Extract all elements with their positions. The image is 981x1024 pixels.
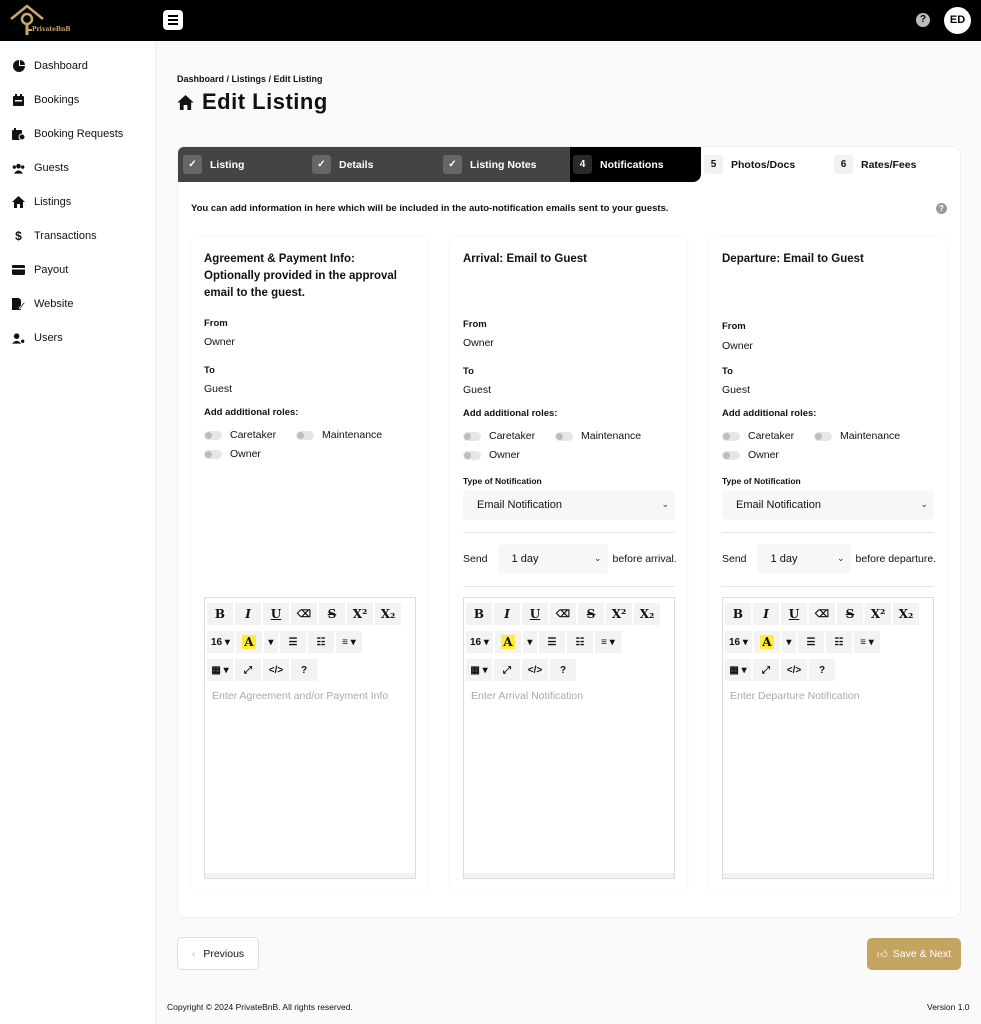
help-icon[interactable]: ? — [291, 659, 317, 681]
send-offset-select[interactable] — [757, 544, 851, 574]
editor-toolbar-row — [725, 603, 921, 625]
brand-name: PrivateBnB — [32, 26, 71, 33]
brand-logo[interactable] — [8, 3, 70, 37]
button-label: Save & Next — [892, 948, 952, 960]
chevron-down-icon: ⌄ — [593, 553, 602, 563]
send-label: Send — [722, 553, 747, 565]
panel-title: Agreement & Payment Info: Optionally provided in the approval email to the guest. — [204, 253, 397, 299]
toggle-switch[interactable] — [204, 450, 222, 459]
toggle-switch[interactable] — [722, 432, 740, 441]
footer-version: Version 1.0 — [927, 1002, 970, 1012]
bullet-list-icon[interactable]: ☰ — [798, 631, 824, 653]
thumbs-up-icon: 👍︎ — [876, 948, 888, 961]
save-next-button[interactable] — [867, 938, 961, 970]
help-icon[interactable]: ? — [916, 13, 930, 27]
toggle-switch[interactable] — [814, 432, 832, 441]
sidebar-item-label: Users — [34, 332, 63, 344]
home-icon — [12, 196, 25, 209]
divider — [722, 586, 934, 587]
align-dropdown[interactable]: ≡ ▾ — [595, 631, 621, 653]
select-value: 1 day — [770, 553, 798, 565]
send-suffix: before departure. — [855, 553, 937, 565]
code-view-icon[interactable]: </> — [263, 659, 289, 681]
main-content — [157, 41, 981, 1024]
editor-toolbar-row — [466, 659, 578, 681]
help-icon[interactable]: ? — [809, 659, 835, 681]
editor-toolbar-row — [207, 659, 319, 681]
sidebar-item-label: Transactions — [34, 230, 97, 242]
from-label: From — [463, 319, 487, 330]
sidebar-item-label: Payout — [34, 264, 69, 276]
highlight-letter: A — [762, 635, 772, 649]
italic-button[interactable]: I — [235, 603, 261, 625]
checkmark-icon: ✓ — [183, 155, 202, 174]
roles-label: Add additional roles: — [463, 408, 558, 419]
italic-button[interactable]: I — [753, 603, 779, 625]
to-label: To — [722, 366, 733, 377]
highlight-icon[interactable] — [495, 631, 521, 653]
sidebar-item-website[interactable] — [12, 294, 74, 314]
pie-chart-icon — [12, 60, 25, 73]
roles-label: Add additional roles: — [722, 408, 817, 419]
editor-toolbar-row — [725, 659, 837, 681]
toggle-label: Maintenance — [840, 430, 901, 442]
highlight-icon[interactable] — [236, 631, 262, 653]
toggle-label: Caretaker — [230, 429, 277, 441]
to-value: Guest — [463, 384, 492, 396]
editor-placeholder: Enter Departure Notification — [730, 690, 860, 702]
sidebar-item-label: Booking Requests — [34, 128, 124, 140]
roles-label: Add additional roles: — [204, 407, 299, 418]
rich-text-editor[interactable] — [722, 597, 934, 879]
chevron-down-icon: ⌄ — [836, 553, 845, 563]
eraser-icon[interactable]: ⌫ — [291, 603, 317, 625]
table-icon[interactable]: ▦ ▾ — [466, 659, 492, 681]
step-photos-docs[interactable] — [704, 147, 834, 182]
strikethrough-button[interactable]: S — [319, 603, 345, 625]
numbered-list-icon[interactable]: ☷ — [567, 631, 593, 653]
strikethrough-button[interactable]: S — [837, 603, 863, 625]
owner-toggle[interactable] — [463, 449, 520, 461]
divider — [722, 532, 934, 533]
top-bar — [0, 0, 981, 41]
highlight-dropdown[interactable]: ▾ — [782, 631, 796, 653]
table-icon[interactable]: ▦ ▾ — [725, 659, 751, 681]
sidebar-item-dashboard[interactable] — [12, 56, 88, 76]
agreement-payment-panel — [191, 237, 428, 892]
sidebar-item-payout[interactable] — [12, 260, 68, 280]
toggle-switch[interactable] — [296, 431, 314, 440]
select-value: Email Notification — [736, 499, 821, 511]
editor-toolbar-row — [207, 631, 364, 653]
intro-text: You can add information in here which will be included in the auto-notification emails sent to your guests. — [191, 203, 669, 214]
italic-button[interactable]: I — [494, 603, 520, 625]
notification-type-label: Type of Notification — [722, 476, 801, 486]
button-label: Previous — [203, 947, 245, 960]
maintenance-toggle[interactable] — [814, 430, 900, 442]
sidebar-item-booking-requests[interactable] — [12, 124, 123, 144]
code-view-icon[interactable]: </> — [781, 659, 807, 681]
footer-copyright: Copyright © 2024 PrivateBnB. All rights reserved. — [167, 1002, 353, 1012]
toggle-switch[interactable] — [463, 451, 481, 460]
edit-listing-card — [177, 146, 961, 918]
from-label: From — [204, 318, 228, 329]
step-number: 4 — [573, 155, 592, 174]
bullet-list-icon[interactable]: ☰ — [280, 631, 306, 653]
step-number: 5 — [704, 155, 723, 174]
step-rates-fees[interactable] — [834, 147, 962, 182]
rich-text-editor[interactable] — [463, 597, 675, 879]
notification-type-select[interactable] — [463, 490, 675, 520]
toggle-switch[interactable] — [722, 451, 740, 460]
from-value: Owner — [204, 336, 235, 348]
bullet-list-icon[interactable]: ☰ — [539, 631, 565, 653]
toggle-switch[interactable] — [204, 431, 222, 440]
step-label: Listing Notes — [470, 158, 537, 171]
to-label: To — [204, 365, 215, 376]
step-label: Notifications — [600, 158, 664, 171]
menu-toggle-button[interactable] — [163, 10, 183, 30]
superscript-button[interactable]: X² — [606, 603, 632, 625]
toggle-switch[interactable] — [463, 432, 481, 441]
from-label: From — [722, 321, 746, 332]
toggle-label: Owner — [748, 449, 779, 461]
breadcrumb: Dashboard / Listings / Edit Listing — [177, 74, 323, 84]
dollar-icon: $ — [15, 229, 22, 243]
bold-button[interactable]: B — [725, 603, 751, 625]
toggle-label: Caretaker — [489, 430, 536, 442]
step-label: Photos/Docs — [731, 158, 796, 171]
editor-toolbar-row — [466, 603, 662, 625]
fullscreen-icon[interactable]: ⤢ — [494, 659, 520, 681]
strikethrough-button[interactable]: S — [578, 603, 604, 625]
step-number: 6 — [834, 155, 853, 174]
to-value: Guest — [722, 384, 751, 396]
toggle-label: Owner — [489, 449, 520, 461]
step-label: Rates/Fees — [861, 158, 917, 171]
page-header — [177, 89, 328, 115]
checkmark-icon: ✓ — [312, 155, 331, 174]
underline-button[interactable]: U — [263, 603, 289, 625]
arrival-email-panel — [450, 237, 687, 892]
toggle-label: Maintenance — [581, 430, 642, 442]
caretaker-toggle[interactable] — [722, 430, 794, 442]
to-value: Guest — [204, 383, 233, 395]
step-label: Listing — [210, 158, 245, 171]
underline-button[interactable]: U — [781, 603, 807, 625]
sidebar-item-label: Listings — [34, 196, 72, 208]
from-value: Owner — [463, 337, 494, 349]
step-notifications[interactable] — [570, 147, 701, 182]
font-size-dropdown[interactable]: 16 ▾ — [725, 631, 752, 653]
chevron-down-icon: ⌄ — [661, 499, 669, 509]
font-size-dropdown[interactable]: 16 ▾ — [207, 631, 234, 653]
highlight-letter: A — [503, 635, 513, 649]
maintenance-toggle[interactable] — [296, 429, 382, 441]
step-listing-notes[interactable] — [440, 147, 570, 182]
step-label: Details — [339, 158, 374, 171]
sidebar-item-label: Dashboard — [34, 60, 88, 72]
table-icon[interactable]: ▦ ▾ — [207, 659, 233, 681]
sidebar-item-label: Bookings — [34, 94, 80, 106]
sidebar-item-guests[interactable] — [12, 158, 69, 178]
underline-button[interactable]: U — [522, 603, 548, 625]
send-timing-row — [463, 544, 677, 574]
page-title: Edit Listing — [202, 89, 328, 114]
editor-toolbar-row — [466, 631, 623, 653]
editor-toolbar-row — [207, 603, 403, 625]
eraser-icon[interactable]: ⌫ — [550, 603, 576, 625]
sidebar-item-label: Website — [34, 298, 74, 310]
step-listing[interactable] — [178, 147, 309, 182]
bold-button[interactable]: B — [466, 603, 492, 625]
wizard-steps — [178, 147, 962, 182]
numbered-list-icon[interactable]: ☷ — [826, 631, 852, 653]
notification-type-label: Type of Notification — [463, 476, 542, 486]
select-value: Email Notification — [477, 499, 562, 511]
departure-email-panel — [709, 237, 946, 892]
owner-toggle[interactable] — [722, 449, 779, 461]
sidebar — [0, 41, 156, 1024]
subscript-button[interactable]: X₂ — [893, 603, 919, 625]
toggle-switch[interactable] — [555, 432, 573, 441]
from-value: Owner — [722, 340, 753, 352]
sidebar-item-listings[interactable] — [12, 192, 71, 212]
user-gear-icon — [12, 332, 25, 345]
file-edit-icon — [12, 298, 25, 311]
superscript-button[interactable]: X² — [347, 603, 373, 625]
numbered-list-icon[interactable]: ☷ — [308, 631, 334, 653]
notification-type-select[interactable] — [722, 490, 934, 520]
divider — [463, 532, 675, 533]
highlight-dropdown[interactable]: ▾ — [264, 631, 278, 653]
to-label: To — [463, 366, 474, 377]
previous-button[interactable] — [177, 937, 259, 970]
users-icon — [12, 162, 25, 175]
step-details[interactable] — [309, 147, 440, 182]
send-label: Send — [463, 553, 488, 565]
resize-handle[interactable] — [723, 873, 933, 878]
sidebar-item-users[interactable] — [12, 328, 63, 348]
divider — [463, 586, 675, 587]
credit-card-icon — [12, 264, 25, 277]
toggle-label: Caretaker — [748, 430, 795, 442]
editor-toolbar-row — [725, 631, 882, 653]
panel-title: Departure: Email to Guest — [722, 253, 864, 265]
sidebar-item-label: Guests — [34, 162, 69, 174]
sidebar-item-transactions[interactable] — [12, 226, 97, 246]
superscript-button[interactable]: X² — [865, 603, 891, 625]
bold-button[interactable]: B — [207, 603, 233, 625]
chevron-left-icon: ‹ — [191, 947, 196, 960]
panel-title: Arrival: Email to Guest — [463, 253, 587, 265]
send-suffix: before arrival. — [612, 553, 677, 565]
toggle-label: Maintenance — [322, 429, 383, 441]
select-value: 1 day — [511, 553, 539, 565]
align-dropdown[interactable]: ≡ ▾ — [336, 631, 362, 653]
font-size-dropdown[interactable]: 16 ▾ — [466, 631, 493, 653]
code-view-icon[interactable]: </> — [522, 659, 548, 681]
calendar-request-icon — [12, 128, 25, 141]
subscript-button[interactable]: X₂ — [375, 603, 401, 625]
resize-handle[interactable] — [205, 873, 415, 878]
align-dropdown[interactable]: ≡ ▾ — [854, 631, 880, 653]
help-icon[interactable]: ? — [550, 659, 576, 681]
highlight-dropdown[interactable]: ▾ — [523, 631, 537, 653]
highlight-letter: A — [244, 635, 254, 649]
checkmark-icon: ✓ — [443, 155, 462, 174]
user-avatar[interactable]: ED — [944, 7, 971, 34]
highlight-icon[interactable] — [754, 631, 780, 653]
sidebar-item-bookings[interactable] — [12, 90, 79, 110]
caretaker-toggle[interactable] — [463, 430, 535, 442]
eraser-icon[interactable]: ⌫ — [809, 603, 835, 625]
help-icon[interactable]: ? — [936, 203, 947, 214]
editor-placeholder: Enter Arrival Notification — [471, 690, 584, 702]
send-offset-select[interactable] — [498, 544, 608, 574]
home-icon — [177, 95, 194, 110]
fullscreen-icon[interactable]: ⤢ — [753, 659, 779, 681]
resize-handle[interactable] — [464, 873, 674, 878]
calendar-icon — [12, 94, 25, 107]
owner-toggle[interactable] — [204, 448, 261, 460]
chevron-down-icon: ⌄ — [920, 499, 928, 509]
fullscreen-icon[interactable]: ⤢ — [235, 659, 261, 681]
toggle-label: Owner — [230, 448, 261, 460]
rich-text-editor[interactable] — [204, 597, 416, 879]
subscript-button[interactable]: X₂ — [634, 603, 660, 625]
caretaker-toggle[interactable] — [204, 429, 276, 441]
send-timing-row — [722, 544, 936, 574]
editor-placeholder: Enter Agreement and/or Payment Info — [212, 690, 389, 702]
maintenance-toggle[interactable] — [555, 430, 641, 442]
